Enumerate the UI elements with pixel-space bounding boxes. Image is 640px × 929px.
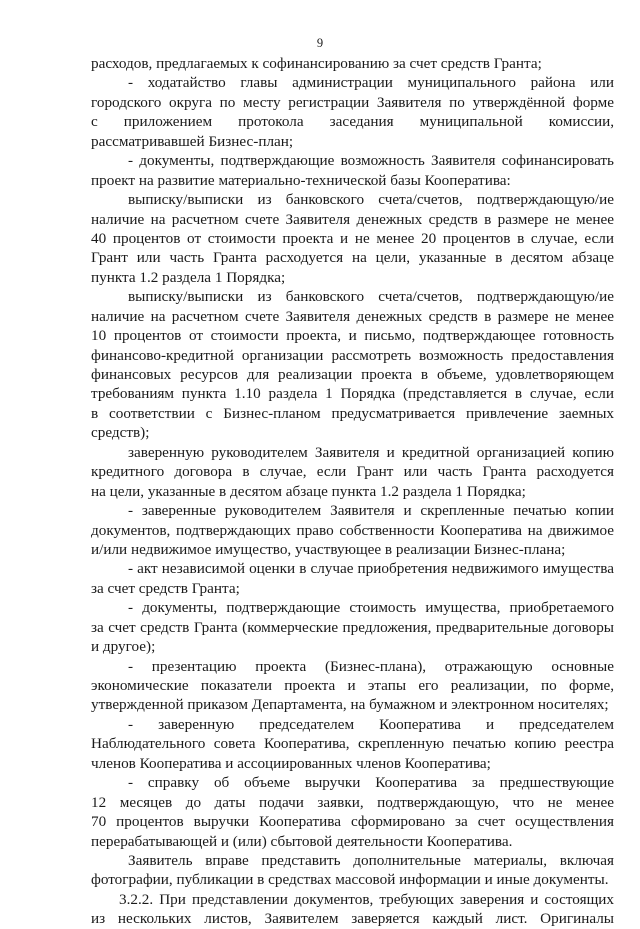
text-line: 70 процентов выручки Кооператива сформировано за счет осуществления bbox=[91, 813, 614, 831]
text-line: экономические показатели проекта и этапы его реализации, по форме, bbox=[91, 677, 614, 694]
text-line: выписку/выписки из банковского счета/счетов, подтверждающую/ие bbox=[128, 191, 614, 209]
text-line: 3.2.2. При представлении документов, требующих заверения и состоящих bbox=[119, 890, 614, 908]
text-line: заверенную руководителем Заявителя и кредитной организацией копию bbox=[128, 443, 614, 461]
text-line: - акт независимой оценки в случае приобретения недвижимого имущества bbox=[128, 560, 614, 578]
text-line: рассматривавшей Бизнес-план; bbox=[91, 132, 294, 150]
text-line: на цели, указанные в десятом абзаце пункта 1.2 раздела 1 Порядка; bbox=[91, 482, 526, 500]
text-line: - презентацию проекта (Бизнес-плана), отражающую основные bbox=[128, 657, 614, 675]
text-line: финансовых ресурсов для реализации проекта в объеме, удовлетворяющем bbox=[91, 366, 614, 383]
text-line: городского округа по месту регистрации Заявителя по утверждённой форме bbox=[91, 93, 614, 111]
text-line: расходов, предлагаемых к софинансированию за счет средств Гранта; bbox=[91, 55, 542, 72]
text-line: - документы, подтверждающие возможность Заявителя софинансировать bbox=[128, 152, 614, 170]
text-line: утвержденной приказом Департамента, на бумажном и электронном носителях; bbox=[91, 696, 609, 714]
text-line: за счет средств Гранта; bbox=[91, 579, 240, 597]
text-line: фотографии, публикации в средствах массовой информации и иные документы. bbox=[91, 871, 609, 889]
text-line: 12 месяцев до даты подачи заявки, подтверждающую, что не менее bbox=[91, 793, 614, 811]
text-line: проект на развитие материально-технической базы Кооператива: bbox=[91, 171, 511, 189]
text-line: из нескольких листов, Заявителем заверяется каждый лист. Оригиналы bbox=[91, 910, 614, 928]
text-line: - ходатайство главы администрации муниципального района или bbox=[128, 74, 614, 92]
text-line: Грант или часть Гранта расходуется на цели, указанные в десятом абзаце bbox=[91, 249, 614, 267]
text-line: и другое); bbox=[91, 638, 156, 656]
text-line: - справку об объеме выручки Кооператива за предшествующие bbox=[128, 774, 614, 792]
text-line: перерабатывающей и (или) сбытовой деятельности Кооператива. bbox=[91, 832, 513, 850]
text-line: с приложением протокола заседания муниципальной комиссии, bbox=[91, 113, 614, 131]
text-line: средств); bbox=[91, 424, 150, 442]
text-line: членов Кооператива и ассоциированных членов Кооператива; bbox=[91, 754, 491, 772]
text-line: - заверенную председателем Кооператива и председателем bbox=[128, 715, 614, 733]
text-line: наличие на расчетном счете Заявителя денежных средств в размере не менее bbox=[91, 210, 614, 228]
document-body bbox=[91, 54, 614, 929]
text-line: в соответствии с Бизнес-планом предусматривается привлечение заемных bbox=[91, 404, 614, 422]
text-line: выписку/выписки из банковского счета/счетов, подтверждающую/ие bbox=[128, 288, 614, 306]
text-line: финансово-кредитной организации рассмотреть возможность предоставления bbox=[91, 346, 614, 364]
text-line: за счет средств Гранта (коммерческие предложения, предварительные договоры bbox=[91, 618, 614, 636]
text-line: и/или недвижимое имущество, участвующее в реализации Бизнес-плана; bbox=[91, 540, 566, 558]
text-line: - документы, подтверждающие стоимость имущества, приобретаемого bbox=[128, 599, 614, 617]
text-line: - заверенные руководителем Заявителя и скрепленные печатью копии bbox=[128, 502, 614, 520]
text-line: Заявитель вправе представить дополнительные материалы, включая bbox=[128, 851, 614, 869]
text-line: кредитного договора в случае, если Грант или часть Гранта расходуется bbox=[91, 463, 614, 481]
text-line: требованиям пункта 1.10 раздела 1 Порядка (представляется в случае, если bbox=[91, 385, 614, 403]
text-line: 40 процентов от стоимости проекта и не менее 20 процентов в случае, если bbox=[91, 229, 614, 247]
page-number: 9 bbox=[316, 36, 324, 50]
text-line: Наблюдательного совета Кооператива, скрепленную печатью копию реестра bbox=[91, 735, 614, 753]
text-line: 10 процентов от стоимости проекта, и письмо, подтверждающее готовность bbox=[91, 327, 614, 345]
text-line: документов, подтверждающих право собственности Кооператива на движимое bbox=[91, 521, 614, 539]
text-line: наличие на расчетном счете Заявителя денежных средств в размере не менее bbox=[91, 307, 614, 325]
text-line: пункта 1.2 раздела 1 Порядка; bbox=[91, 268, 286, 286]
